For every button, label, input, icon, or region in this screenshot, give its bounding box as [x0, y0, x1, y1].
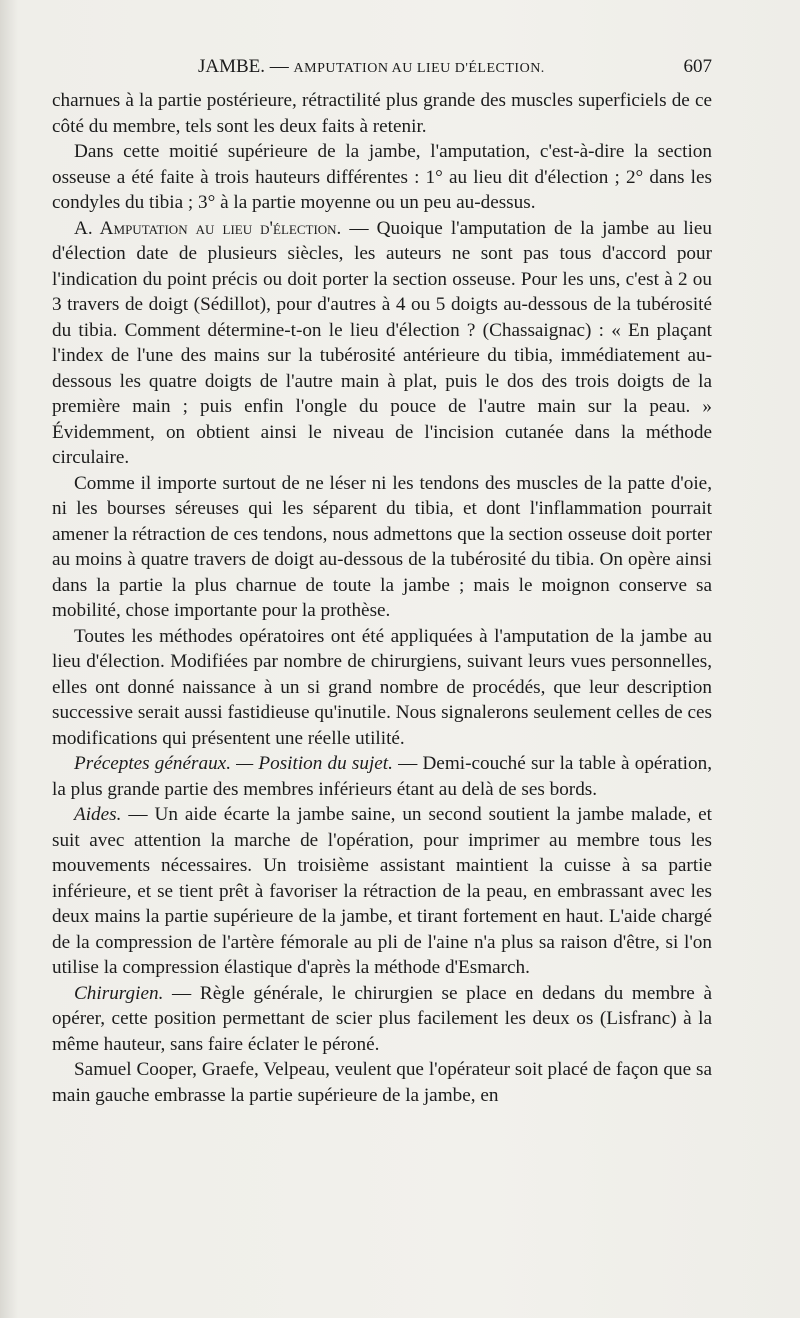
section-heading: A. Amputation au lieu d'élection. [74, 217, 342, 239]
run-in-heading: Chirurgien. [74, 982, 164, 1004]
header-section: AMPUTATION AU LIEU D'ÉLECTION. [293, 61, 545, 76]
header-part: JAMBE. [198, 56, 266, 77]
running-header [52, 56, 712, 84]
header-title [198, 56, 545, 78]
paragraph: Toutes les méthodes opératoires ont été appliquées à l'amputation de la jambe au lieu d'élection. Modifiées par nombre de chirurgiens, suivant leurs vues personnelles, elles ont donné naissance à un si grand nombre de procédés, que leur description successive serait aussi fastidieuse qu'inutile. Nous signalerons seulement celles de ces modifications qui présentent une réelle utilité. [52, 625, 712, 749]
paragraph-chirurgien: Chirurgien. — Règle générale, le chirurgien se place en dedans du membre à opérer, cette position permettant de scier plus facilement les deux os (Lisfranc) à la même hauteur, sans faire éclater le péroné. [52, 982, 712, 1055]
paragraph: Dans cette moitié supérieure de la jambe, l'amputation, c'est-à-dire la section osseuse a été faite à trois hauteurs différentes : 1° au lieu dit d'élection ; 2° dans les condyles du tibia ; 3° à la partie moyenne ou un peu au-dessus. [52, 141, 712, 213]
paragraph: Samuel Cooper, Graefe, Velpeau, veulent que l'opérateur soit placé de façon que sa main gauche embrasse la partie supérieure de la jambe, en [52, 1059, 712, 1106]
run-in-heading: Aides. [74, 804, 122, 825]
page-number: 607 [683, 56, 712, 77]
header-dash: — [265, 56, 294, 77]
paragraph-aides: Aides. — Un aide écarte la jambe saine, un second soutient la jambe malade, et suit avec attention la marche de l'opération, pour imprimer au membre tous les mouvements nécessaires. Un troisième assistant maintient la cuisse à sa partie inférieure, et se tient prêt à favoriser la rétraction de la peau, en embrassant avec les deux mains la partie supérieure de la jambe, et tirant fortement en haut. L'aide chargé de la compression de l'artère fémorale au pli de l'aine n'a plus sa raison d'être, si l'on utilise la compression élastique d'après la méthode d'Esmarch. [52, 804, 712, 978]
run-in-heading: Préceptes généraux. — Position du sujet. [74, 753, 393, 774]
paragraph: charnues à la partie postérieure, rétractilité plus grande des muscles superficiels de ce côté du membre, tels sont les deux faits à retenir. [52, 90, 712, 137]
paragraph-preceptes: Préceptes généraux. — Position du sujet. — Demi-couché sur la table à opération, la plus grande partie des membres inférieurs étant au delà de ses bords. [52, 753, 712, 800]
paragraph-section-a: A. Amputation au lieu d'élection. — Quoique l'amputation de la jambe au lieu d'élection date de plusieurs siècles, les auteurs ne sont pas tous d'accord pour l'indication du point précis ou doit porter la section osseuse. Pour les uns, c'est à 2 ou 3 travers de doigt (Sédillot), pour d'autres à 4 ou 5 doigts au-dessous de la tubérosité du tibia. Comment détermine-t-on le lieu d'élection ? (Chassaignac) : « En plaçant l'index de l'une des mains sur la tubérosité antérieure du tibia, immédiatement au-dessous les quatre doigts de l'autre main à plat, puis le dos des trois doigts de la première main ; puis enfin l'ongle du pouce de l'autre main sur la peau. » Évidemment, on obtient ainsi le niveau de l'incision cutanée dans la méthode circulaire. [52, 217, 712, 468]
paragraph: Comme il importe surtout de ne léser ni les tendons des muscles de la patte d'oie, ni les bourses séreuses qui les séparent du tibia, et dont l'inflammation pourrait amener la rétraction de ces tendons, nous admettons que la section osseuse doit porter au moins à quatre travers de doigt au-dessous de la tubérosité du tibia. On opère ainsi dans la partie la plus charnue de toute la jambe ; mais le moignon conserve sa mobilité, chose importante pour la prothèse. [52, 472, 712, 621]
body-text [52, 88, 712, 1108]
